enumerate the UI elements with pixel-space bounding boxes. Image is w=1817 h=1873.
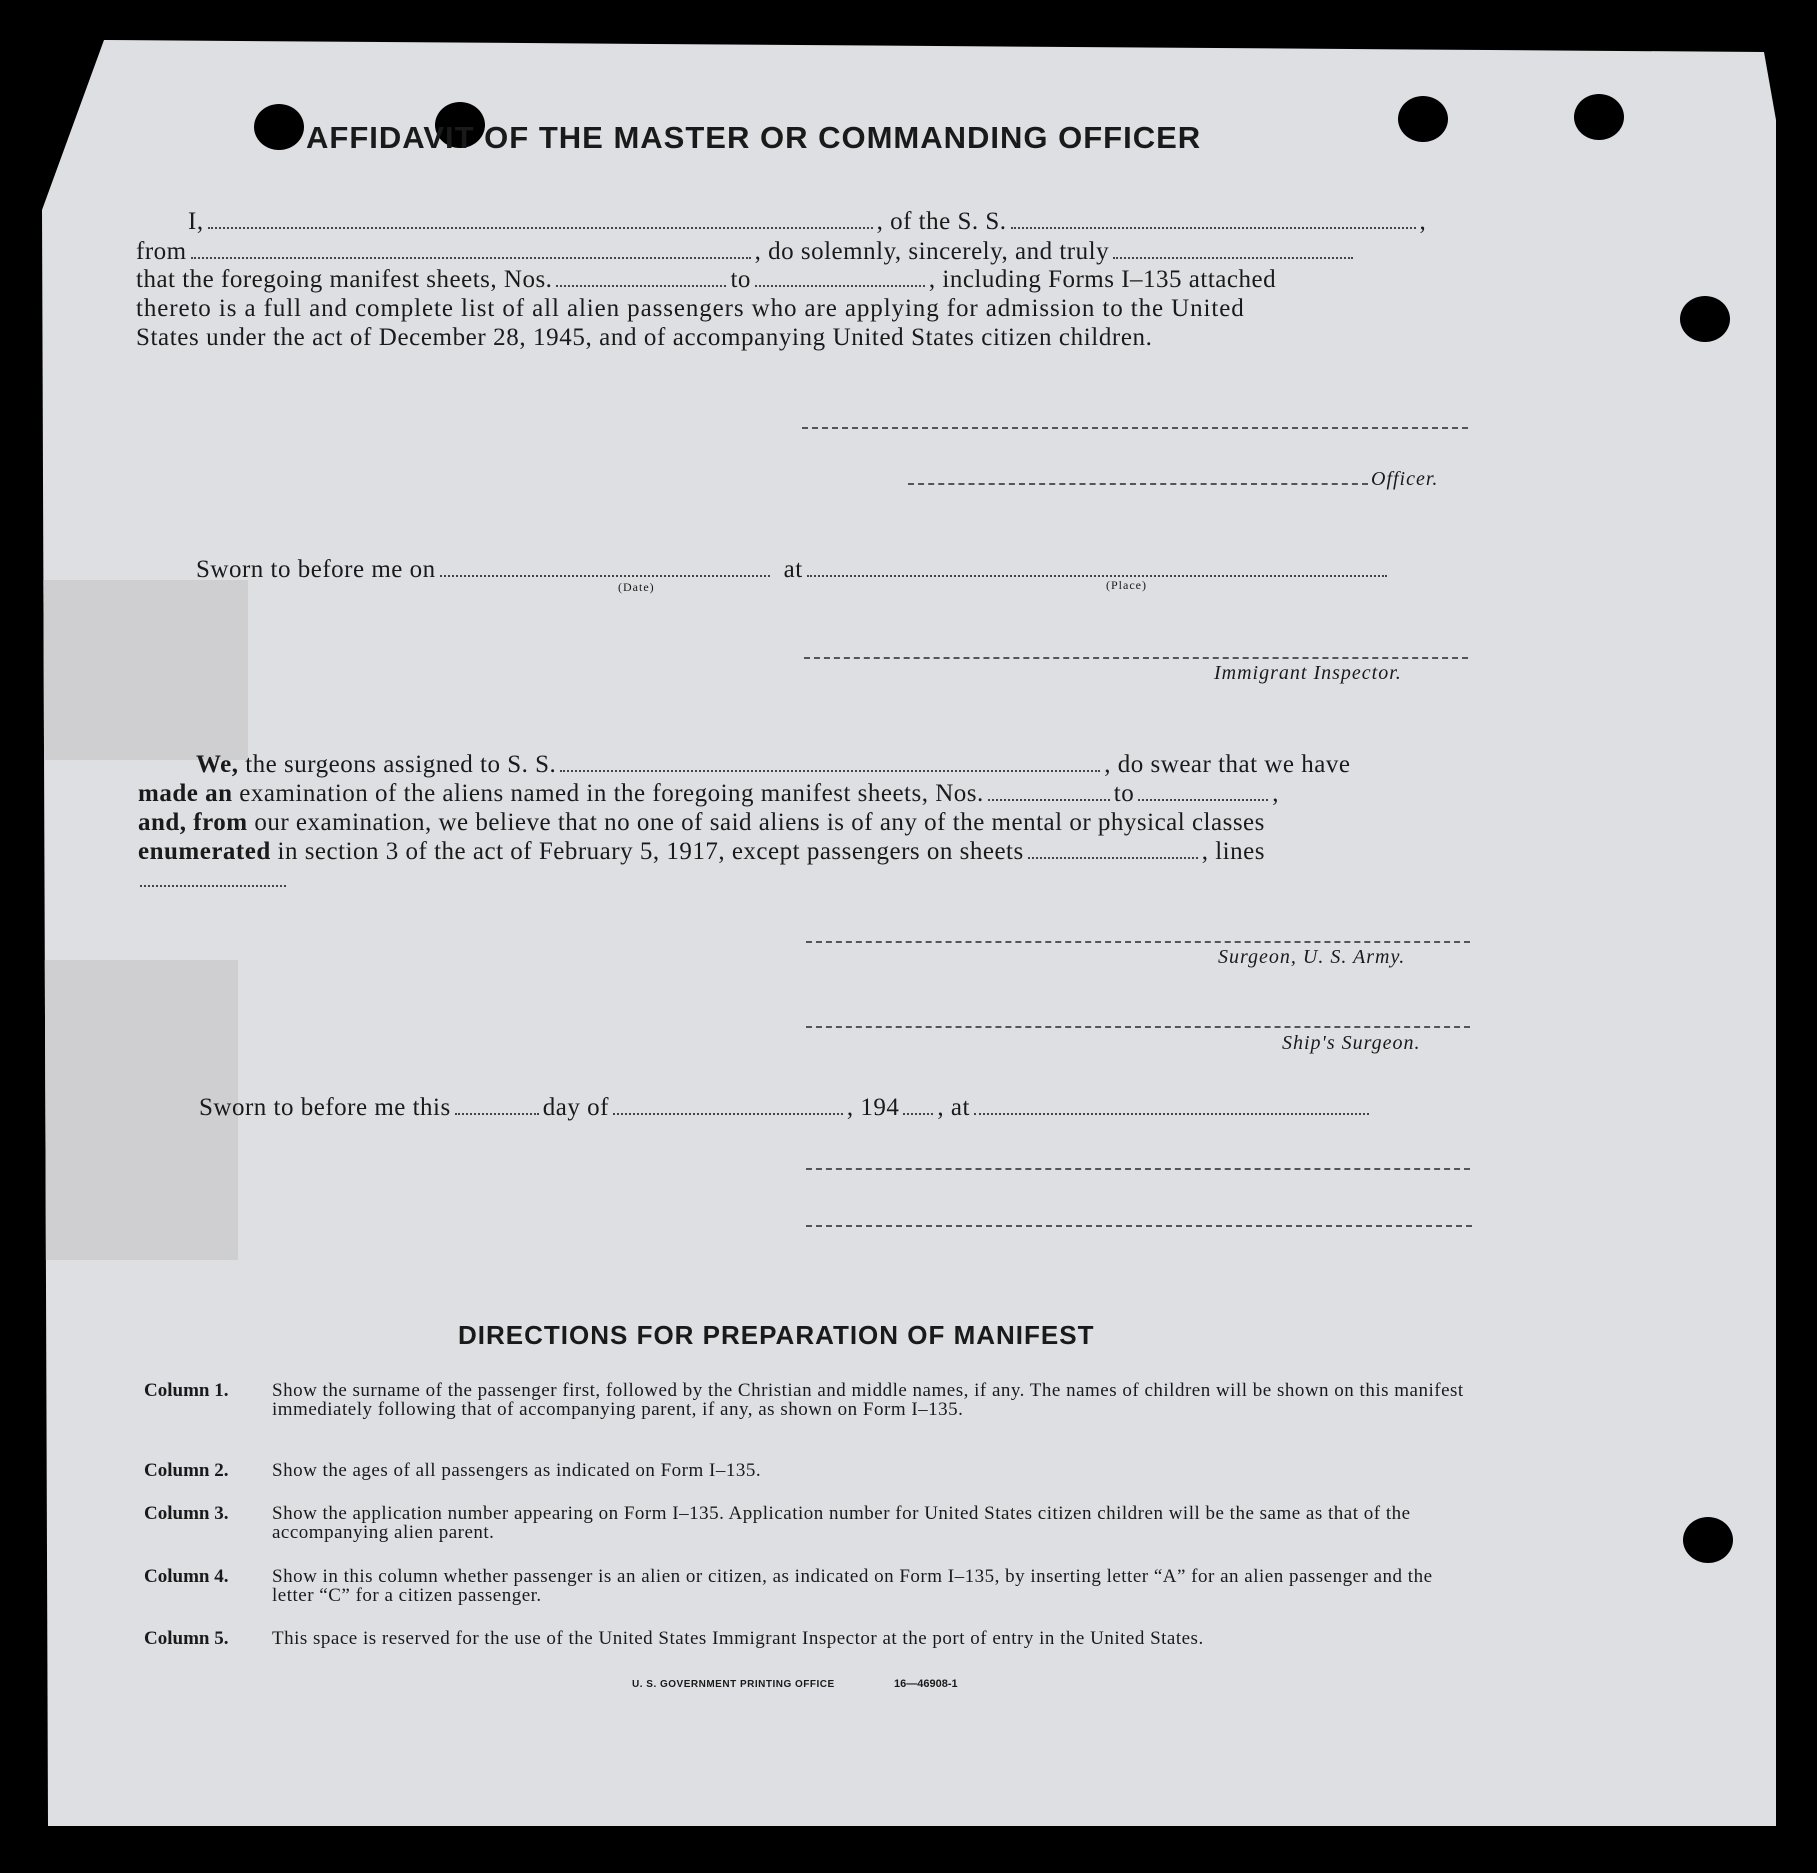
scan-shadow: [42, 580, 248, 760]
text-at: , at: [937, 1094, 970, 1121]
witness-signature-line-2[interactable]: [806, 1225, 1472, 1227]
ship-surgeon-signature-line[interactable]: [806, 1026, 1470, 1028]
place-caption: (Place): [1106, 578, 1147, 592]
affidavit-line-5: States under the act of December 28, 1945, and of accompanying United States citizen children.: [136, 324, 1153, 351]
text-lines: , lines: [1201, 838, 1265, 865]
footer-printer: U. S. GOVERNMENT PRINTING OFFICE: [632, 1679, 835, 1690]
date-field[interactable]: [440, 574, 770, 577]
punch-hole: [1683, 1517, 1733, 1563]
text-to: to: [1113, 780, 1135, 807]
text-and-from: and, from: [138, 809, 248, 836]
surgeons-line-4: [138, 838, 1265, 866]
directions-title: DIRECTIONS FOR PREPARATION OF MANIFEST: [458, 1320, 1095, 1350]
ship-field[interactable]: [1011, 226, 1416, 229]
affidavit-line-2: [136, 238, 1357, 266]
column-1-label: Column 1.: [144, 1380, 229, 1401]
text-made-an: made an: [138, 780, 233, 807]
officer-signature-line-1[interactable]: [802, 427, 1468, 429]
text-do-solemnly: , do solemnly, sincerely, and truly: [754, 238, 1110, 265]
column-4-label: Column 4.: [144, 1566, 229, 1587]
affidavit-line-3: [136, 266, 1276, 294]
text-sworn-on: Sworn to before me on: [196, 556, 436, 583]
officer-caption: Officer.: [1371, 468, 1439, 490]
punch-hole: [1680, 296, 1730, 342]
text-comma: ,: [1272, 780, 1279, 807]
name-field[interactable]: [208, 226, 873, 229]
punch-hole: [254, 104, 304, 150]
footer-code: 16—46908-1: [894, 1678, 958, 1690]
army-surgeon-signature-line[interactable]: [806, 941, 1470, 943]
witness-signature-line-1[interactable]: [806, 1168, 1470, 1170]
text-year: , 194: [846, 1094, 900, 1121]
column-3-label: Column 3.: [144, 1503, 229, 1524]
month-field[interactable]: [613, 1112, 843, 1115]
day-field[interactable]: [455, 1112, 539, 1115]
affidavit-line-4: thereto is a full and complete list of all alien passengers who are applying for admission to the United: [136, 295, 1245, 322]
column-4-text: Show in this column whether passenger is an alien or citizen, as indicated on Form I–135, by inserting letter “A” for an alien passenger and the letter “C” for a citizen passenger.: [272, 1566, 1433, 1606]
column-1-text: Show the surname of the passenger first, followed by the Christian and middle names, if any. The names of children will be shown on this manifest immediately following that of accompanying parent, if any, as shown on Form I–135.: [272, 1380, 1464, 1420]
exam-sheet-to-field[interactable]: [1138, 798, 1268, 801]
text-including: , including Forms I–135 attached: [928, 266, 1277, 293]
text-enumerated: enumerated: [138, 838, 271, 865]
text-from: from: [136, 238, 187, 265]
text-sworn-this: Sworn to before me this: [199, 1094, 451, 1121]
surgeons-line-3: [138, 809, 1265, 837]
exam-sheet-from-field[interactable]: [988, 798, 1110, 801]
text-do-swear: , do swear that we have: [1104, 751, 1351, 778]
sworn-place-field[interactable]: [974, 1112, 1369, 1115]
lines-field[interactable]: [140, 885, 286, 887]
inspector-signature-line[interactable]: [804, 657, 1468, 659]
text-at: at: [783, 556, 803, 583]
text-of-ss: , of the S. S.: [876, 208, 1007, 235]
sheet-to-field[interactable]: [755, 284, 925, 287]
affidavit-line-1: [188, 208, 1426, 236]
text-comma: ,: [1419, 208, 1427, 235]
column-3-text: Show the application number appearing on Form I–135. Application number for United States citizen children will be the same as that of the accompanying alien parent.: [272, 1503, 1411, 1543]
surgeons-line-1: [196, 751, 1350, 779]
oath-field[interactable]: [1113, 256, 1353, 259]
except-sheets-field[interactable]: [1028, 856, 1198, 859]
punch-hole: [1398, 96, 1448, 142]
year-field[interactable]: [903, 1112, 933, 1115]
text-to: to: [730, 266, 751, 293]
sworn-day-line: [199, 1094, 1373, 1122]
text-we: We,: [196, 751, 239, 778]
punch-hole: [1574, 94, 1624, 140]
text-i: I,: [188, 208, 204, 235]
officer-signature-line-2[interactable]: [908, 483, 1368, 485]
column-5-text: This space is reserved for the use of the United States Immigrant Inspector at the port of entry in the United States.: [272, 1628, 1204, 1649]
army-surgeon-caption: Surgeon, U. S. Army.: [1218, 946, 1406, 968]
column-2-label: Column 2.: [144, 1460, 229, 1481]
ship-surgeon-caption: Ship's Surgeon.: [1282, 1032, 1421, 1054]
text-section-3: in section 3 of the act of February 5, 1917, except passengers on sheets: [277, 838, 1024, 865]
text-manifest-nos: that the foregoing manifest sheets, Nos.: [136, 266, 553, 293]
sworn-inspector-line: [196, 556, 1391, 584]
column-2-text: Show the ages of all passengers as indicated on Form I–135.: [272, 1460, 762, 1481]
affidavit-title: AFFIDAVIT OF THE MASTER OR COMMANDING OFFICER: [306, 120, 1202, 155]
text-examination: examination of the aliens named in the foregoing manifest sheets, Nos.: [239, 780, 984, 807]
text-day-of: day of: [542, 1094, 609, 1121]
surgeons-line-2: [138, 780, 1279, 808]
sheet-from-field[interactable]: [556, 284, 726, 287]
column-5-label: Column 5.: [144, 1628, 229, 1649]
surgeon-ship-field[interactable]: [560, 769, 1100, 772]
text-our-examination: our examination, we believe that no one of said aliens is of any of the mental or physical classes: [254, 809, 1265, 836]
place-field[interactable]: [807, 574, 1387, 577]
from-field[interactable]: [191, 256, 751, 259]
text-surgeons-assigned: the surgeons assigned to S. S.: [245, 751, 557, 778]
inspector-caption: Immigrant Inspector.: [1214, 662, 1402, 684]
date-caption: (Date): [618, 580, 655, 594]
